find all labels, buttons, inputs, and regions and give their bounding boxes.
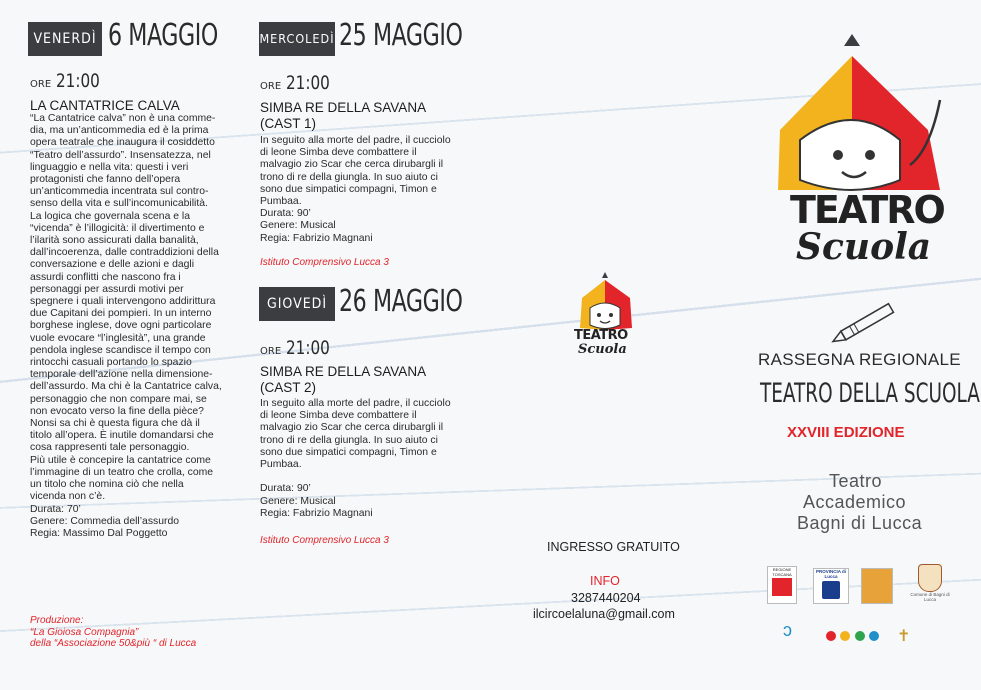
- info-email: ilcircoelaluna@gmail.com: [533, 607, 675, 621]
- day-label: MERCOLEDÌ: [259, 31, 335, 46]
- small-teatro-scuola-logo: [570, 270, 640, 370]
- ore-label: ORE: [260, 81, 282, 92]
- provincia-lucca-logo: [813, 568, 849, 604]
- school-credit: Istituto Comprensivo Lucca 3: [260, 535, 389, 546]
- sponsor-logo-c: ↄ: [783, 620, 792, 640]
- cross-icon: ✝: [897, 628, 911, 645]
- regione-label: REGIONE TOSCANA: [772, 567, 792, 577]
- comune-crest-logo: [861, 568, 893, 604]
- sponsor-logo-circles: [826, 628, 884, 646]
- provincia-label: PROVINCIA di Lucca: [815, 569, 847, 579]
- time-value: 21:00: [286, 337, 331, 359]
- day-label: VENERDÌ: [33, 31, 97, 47]
- edizione: XXVIII EDIZIONE: [787, 424, 905, 441]
- day-label: GIOVEDÌ: [266, 296, 328, 312]
- show-title: SIMBA RE DELLA SAVANA (CAST 2): [260, 364, 427, 395]
- small-logo-word-1: TEATRO: [574, 328, 628, 343]
- big-logo-word-2: Scuola: [796, 226, 932, 268]
- venue-line-2: Accademico: [803, 492, 907, 512]
- show-description: In seguito alla morte del padre, il cucciolo di leone Simba deve combattere il malvagio zio Scar che cerca dirubargli il trono di re della giungla. In suo aiuto ci sono due simpatici compagni, Timon e Pumbaa. Durata: 90’ Genere: Musical Regia: Fabrizio Magnani: [260, 135, 451, 244]
- venue-line-1: Teatro: [829, 471, 883, 491]
- time-label: [30, 70, 111, 92]
- regione-toscana-logo: [767, 566, 797, 604]
- ore-label: ORE: [260, 346, 282, 357]
- show-description: In seguito alla morte del padre, il cucciolo di leone Simba deve combattere il malvagio zio Scar che cerca dirubargli il trono di re della giungla. In suo aiuto ci sono due simpatici compagni, Timon e Pumbaa. Durata: 90’ Genere: Musical Regia: Fabrizio Magnani: [260, 398, 451, 519]
- mask-face-icon: [760, 30, 960, 210]
- time-label: [260, 337, 341, 359]
- teatro-della-scuola: TEATRO DELLA SCUOLA: [760, 378, 980, 409]
- big-teatro-scuola-logo: [760, 30, 960, 280]
- show-title: SIMBA RE DELLA SAVANA (CAST 1): [260, 100, 427, 131]
- show-title: LA CANTATRICE CALVA: [30, 98, 180, 113]
- production-credit: Produzione: “La Gioiosa Compagnia” della “Associazione 50&più “ di Lucca: [30, 615, 197, 649]
- school-credit: Istituto Comprensivo Lucca 3: [260, 257, 389, 268]
- comune-label: Comune di Bagni di Lucca: [910, 592, 950, 602]
- info-label: INFO: [590, 574, 620, 588]
- bagni-lucca-crest: [910, 564, 950, 614]
- day-box-venerdi: [28, 22, 102, 56]
- day-box-giovedi: [259, 287, 335, 321]
- pencil-icon: [820, 298, 910, 348]
- rassegna-regionale: RASSEGNA REGIONALE: [758, 350, 961, 369]
- date-6-maggio: 6 MAGGIO: [108, 18, 218, 53]
- fondazione-logo: [897, 626, 947, 650]
- small-logo-word-2: Scuola: [578, 342, 627, 357]
- day-box-mercoledi: [259, 22, 335, 56]
- venue-line-3: Bagni di Lucca: [797, 513, 923, 533]
- time-value: 21:00: [286, 72, 331, 94]
- time-label: [260, 72, 341, 94]
- big-logo-word-1: TEATRO: [790, 188, 944, 232]
- time-value: 21:00: [56, 70, 101, 92]
- free-entry: INGRESSO GRATUITO: [547, 540, 680, 554]
- ore-label: ORE: [30, 79, 52, 90]
- info-phone: 3287440204: [571, 591, 641, 605]
- date-26-maggio: 26 MAGGIO: [339, 284, 463, 319]
- date-25-maggio: 25 MAGGIO: [339, 18, 463, 53]
- show-description: “La Cantatrice calva” non è una comme- dia, ma un’anticommedia ed è la prima opera teatrale che inaugura il cosiddetto “Teatro dell’assurdo”. Insensatezza, nel linguaggio e nella vita: questi i veri protagonisti che fanno dell’opera un’anticommedia incentrata sul contro- senso della vita e sull’incomunicabilità. La logica che governala scena e la “vicenda” è l’illogicità: il divertimento e l’ilarità sono assicurati dalla banalità, dall’incoerenza, dalle contraddizioni della conversazione e delle azioni e dagli assurdi conflitti che nascono fra i personaggi per assurdi motivi per spegnere i quali intervengono addirittura due Capitani dei pompieri. In un interno borghese inglese, dove ogni particolare vuole evocare “l’inglesità”, una grande pendola inglese scandisce il tempo con rintocchi casuali portando lo spazio temporale dell’azione nella dimensione- dell’assurdo. Ma chi è la Cantatrice calva, personaggio che non compare mai, se non evocato verso la fine della pièce? Nonsi sa chi è questa figura che dà il titolo all’opera. È inutile domandarsi che cosa rappresenti tale personaggio. Più utile è concepire la cantatrice come l’immagine di un teatro che crolla, come un titolo che nomina ciò che nella vicenda non c’è. Durata: 70’ Genere: Commedia dell’assurdo Regia: Massimo Dal Poggetto: [30, 113, 222, 539]
